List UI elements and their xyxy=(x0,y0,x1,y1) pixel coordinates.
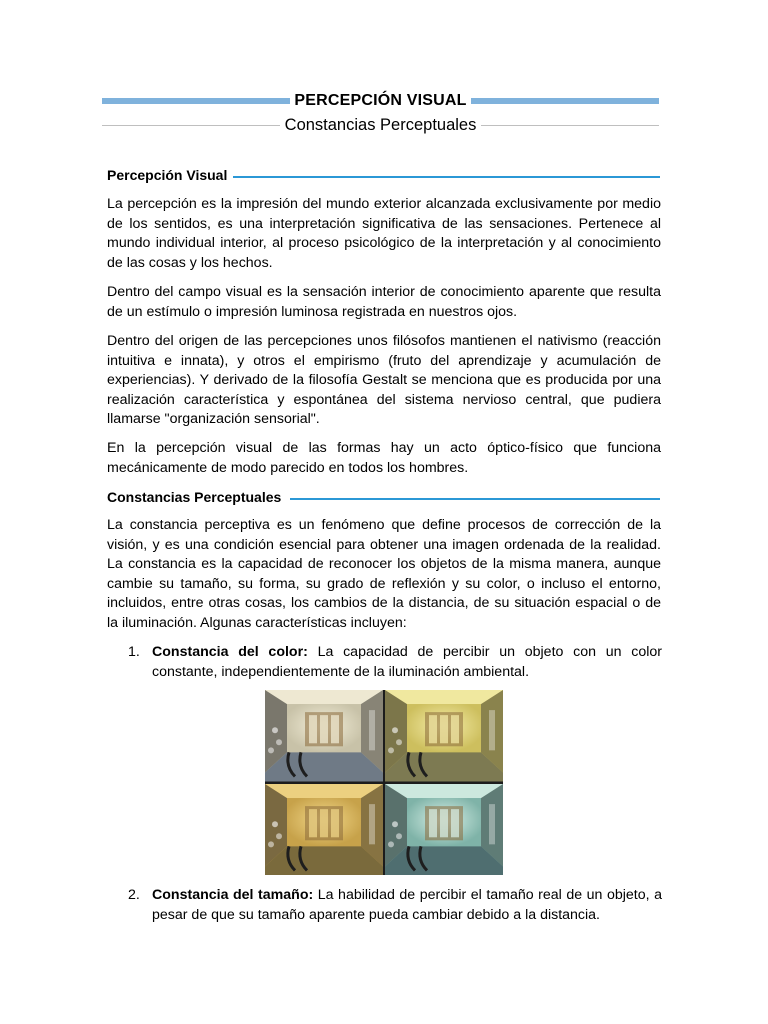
list-description: La capacidad de percibir un objeto con un color constante, independientemente de la iluminación ambiental. xyxy=(152,644,662,680)
color-constancy-figure xyxy=(265,690,503,875)
photo-tile xyxy=(385,690,503,782)
photo-tile xyxy=(265,784,383,876)
list-term: Constancia del tamaño: xyxy=(152,887,314,903)
title-row xyxy=(102,91,659,111)
section-heading-rule xyxy=(290,498,660,500)
section-heading-text: Constancias Perceptuales xyxy=(107,489,282,505)
paragraph: Dentro del campo visual es la sensación interior de conocimiento aparente que resulta de un estímulo o impresión luminosa registrada en nuestros ojos. xyxy=(107,284,661,320)
subtitle-rule-right xyxy=(481,125,659,126)
paragraph: En la percepción visual de las formas hay un acto óptico-físico que funciona mecánicamente de modo parecido en todos los hombres. xyxy=(107,440,661,476)
page-subtitle: Constancias Perceptuales xyxy=(284,115,477,134)
photo-tile xyxy=(385,784,503,876)
section-heading-percepcion xyxy=(107,165,660,185)
list-description: La habilidad de percibir el tamaño real de un objeto, a pesar de que su tamaño aparente pueda cambiar debido a la distancia. xyxy=(152,887,662,923)
list-number: 1. xyxy=(128,644,140,660)
subtitle-rule-left xyxy=(102,125,280,126)
section-heading-constancias xyxy=(107,487,660,507)
subtitle-row xyxy=(102,114,659,136)
paragraph: Dentro del origen de las percepciones unos filósofos mantienen el nativismo (reacción intuitiva e innata), y otros el empirismo (fruto del aprendizaje y acumulación de experiencias). Y derivado de la filosofía Gestalt se menciona que es producida por una realización característica y espontánea del sistema nervioso central, que pudiera llamarse "organización sensorial". xyxy=(107,333,661,427)
title-bar-right xyxy=(471,98,659,104)
list-text xyxy=(152,643,662,682)
section-heading-text: Percepción Visual xyxy=(107,167,228,183)
page-title: PERCEPCIÓN VISUAL xyxy=(294,92,467,109)
paragraph: La percepción es la impresión del mundo exterior alcanzada exclusivamente por medio de los sentidos, es una interpretación significativa de las sensaciones. Pertenece al mundo individual interior, al proceso psicológico de la interpretación y al conocimiento de las cosas y los hechos. xyxy=(107,196,661,271)
list-term: Constancia del color: xyxy=(152,644,308,660)
section-heading-rule xyxy=(233,176,660,178)
title-bar-left xyxy=(102,98,290,104)
paragraph: La constancia perceptiva es un fenómeno que define procesos de corrección de la visión, y es una condición esencial para obtener una imagen ordenada de la realidad. La constancia es la capacidad de reconocer los objetos de la misma manera, aunque cambie su tamaño, su forma, su grado de reflexión y su color, o incluso el entorno, incluidos, entre otras cosas, los cambios de la distancia, de su situación espacial o de la iluminación. Algunas características incluyen: xyxy=(107,517,661,631)
photo-tile xyxy=(265,690,383,782)
list-item xyxy=(128,886,662,925)
list-number: 2. xyxy=(128,887,140,903)
list-item xyxy=(128,643,662,682)
list-text xyxy=(152,886,662,925)
